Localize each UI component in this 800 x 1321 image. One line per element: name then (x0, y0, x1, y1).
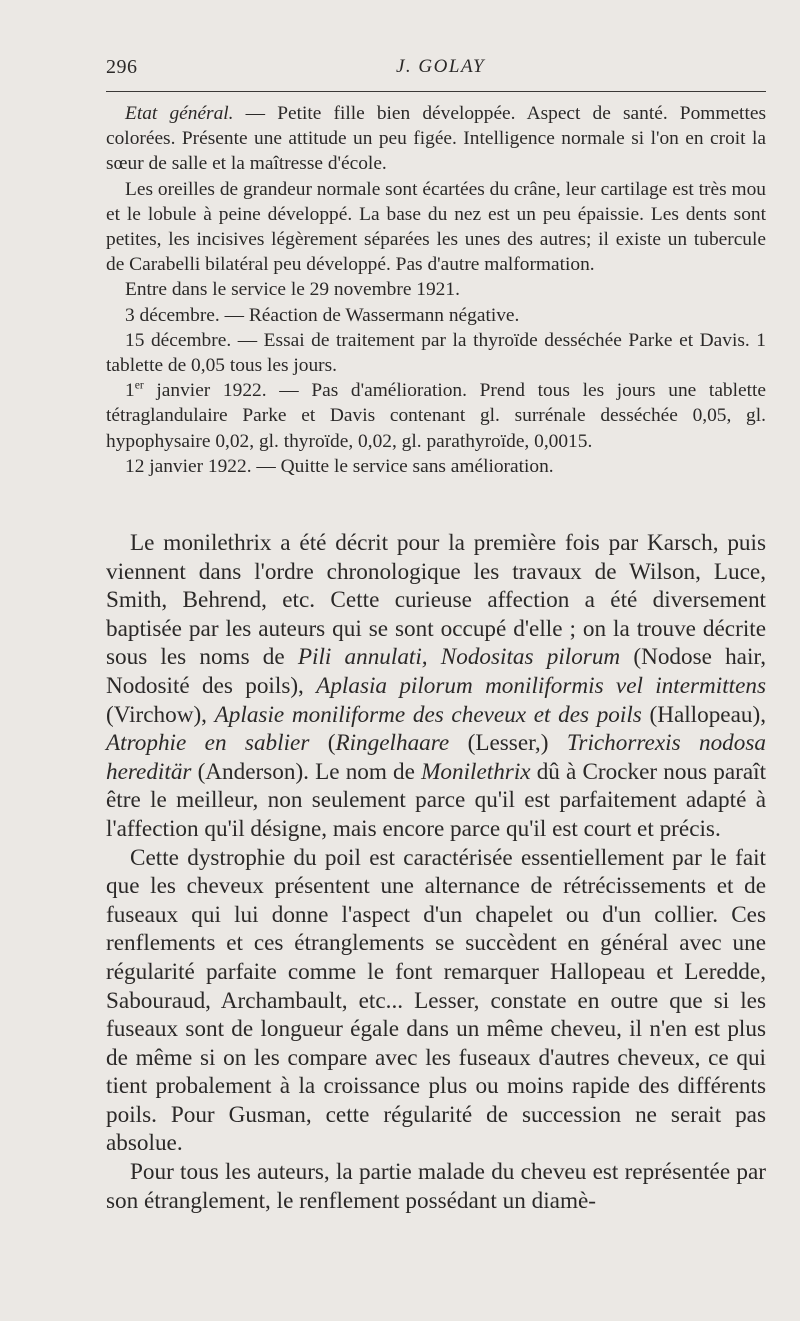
paragraph-3: Pour tous les auteurs, la partie malade du cheveu est représentée par son étranglement, le renflement possédant un diamè- (106, 1159, 766, 1214)
p1-trichorrexis: Trichorrexis nodosa hereditär (106, 730, 766, 785)
case-entree: Entre dans le service le 29 novembre 1921. (125, 279, 460, 301)
p1-text-h: dû à Crocker nous paraît être le meilleur, non seulement parce qu'il est parfaitement adapté à l'affection qu'il désigne, mais encore parce qu'il est court et précis. (106, 758, 767, 842)
case-report (106, 101, 766, 479)
p1-aplasia: Aplasia pilorum moniliformis vel intermittens (316, 672, 767, 699)
p1-text-d: (Hallopeau), (641, 701, 766, 728)
p1-monilethrix: Monilethrix (421, 758, 531, 785)
jan1-rest: janvier 1922. — Pas d'amélioration. Prend tous les jours une tablette tétraglandulaire Parke et Davis contenant gl. surrénale desséchée 0,05, gl. hypophysaire 0,02, gl. thyroïde, 0,02, gl. parathyroïde, 0,0015. (106, 380, 766, 452)
p1-pili: Pili annulati, Nodositas pilorum (297, 644, 621, 671)
case-etat-general (106, 101, 766, 177)
jan1-sup: er (134, 378, 144, 392)
jan1-day: 1 (125, 380, 135, 402)
main-text (106, 529, 766, 1215)
case-jan1 (106, 378, 766, 454)
p1-text-e: ( (309, 730, 336, 757)
etat-label: Etat général. (125, 103, 234, 124)
paragraph-2: Cette dystrophie du poil est caractérisée essentiellement par le fait que les cheveux présentent une alternance de rétrécissements et de fuseaux qui lui donne l'aspect d'un chapelet ou d'un collier. Ces renflements et ces étranglements se succèdent en général avec une régularité parfaite comme le font remarquer Hallopeau et Leredde, Sabouraud, Archambault, etc... Lesser, constate en outre que si les fuseaux sont de longueur égale dans un même cheveu, il n'en est plus de même si on les compare avec les fuseaux d'autres cheveux, ce qui tient probalement à la croissance plus ou moins rapide des différents poils. Pour Gusman, cette régularité de succession ne serait pas absolue. (106, 844, 766, 1157)
case-jan12: 12 janvier 1922. — Quitte le service sans amélioration. (125, 455, 554, 477)
p1-ringelhaare: Ringelhaare (335, 730, 450, 757)
p1-text-c: (Virchow), (106, 701, 215, 728)
case-dec3: 3 décembre. — Réaction de Wassermann négative. (125, 304, 520, 326)
p1-text-a: Le monilethrix a été décrit pour la première fois par Karsch, puis viennent dans l'ordre chronologique les travaux de Wilson, Luce, Smith, Behrend, etc. Cette curieuse affection a été diversement baptisée par les auteurs qui se sont occupé d'elle ; on la trouve décrite sous les noms de (106, 530, 766, 671)
etat-text: — Petite fille bien développée. Aspect de santé. Pommettes colorées. Présente une attitude un peu figée. Intelligence normale si l'on en croit la sœur de salle et la maîtresse d'école. (106, 103, 766, 175)
running-head: J. GOLAY (396, 56, 486, 77)
page-header (106, 52, 766, 82)
header-rule (106, 91, 766, 92)
page-number: 296 (106, 56, 138, 78)
p1-atrophie: Atrophie en sablier (106, 730, 310, 757)
case-dec15: 15 décembre. — Essai de traitement par la thyroïde desséchée Parke et Davis. 1 tablette de 0,05 tous les jours. (106, 329, 766, 377)
paragraph-1 (106, 529, 766, 844)
p1-aplasie: Aplasie moniliforme des cheveux et des poils (214, 701, 642, 728)
p1-text-f: (Lesser,) (449, 730, 567, 757)
case-oreilles: Les oreilles de grandeur normale sont écartées du crâne, leur cartilage est très mou et le lobule à peine développé. La base du nez est un peu épaissie. Les dents sont petites, les incisives légèrement séparées les unes des autres; il existe un tubercule de Carabelli bilatéral peu développé. Pas d'autre malformation. (106, 178, 766, 276)
p1-text-g: (Anderson). Le nom de (191, 758, 422, 785)
p1-text-b: (Nodose hair, Nodosité des poils), (106, 644, 767, 699)
